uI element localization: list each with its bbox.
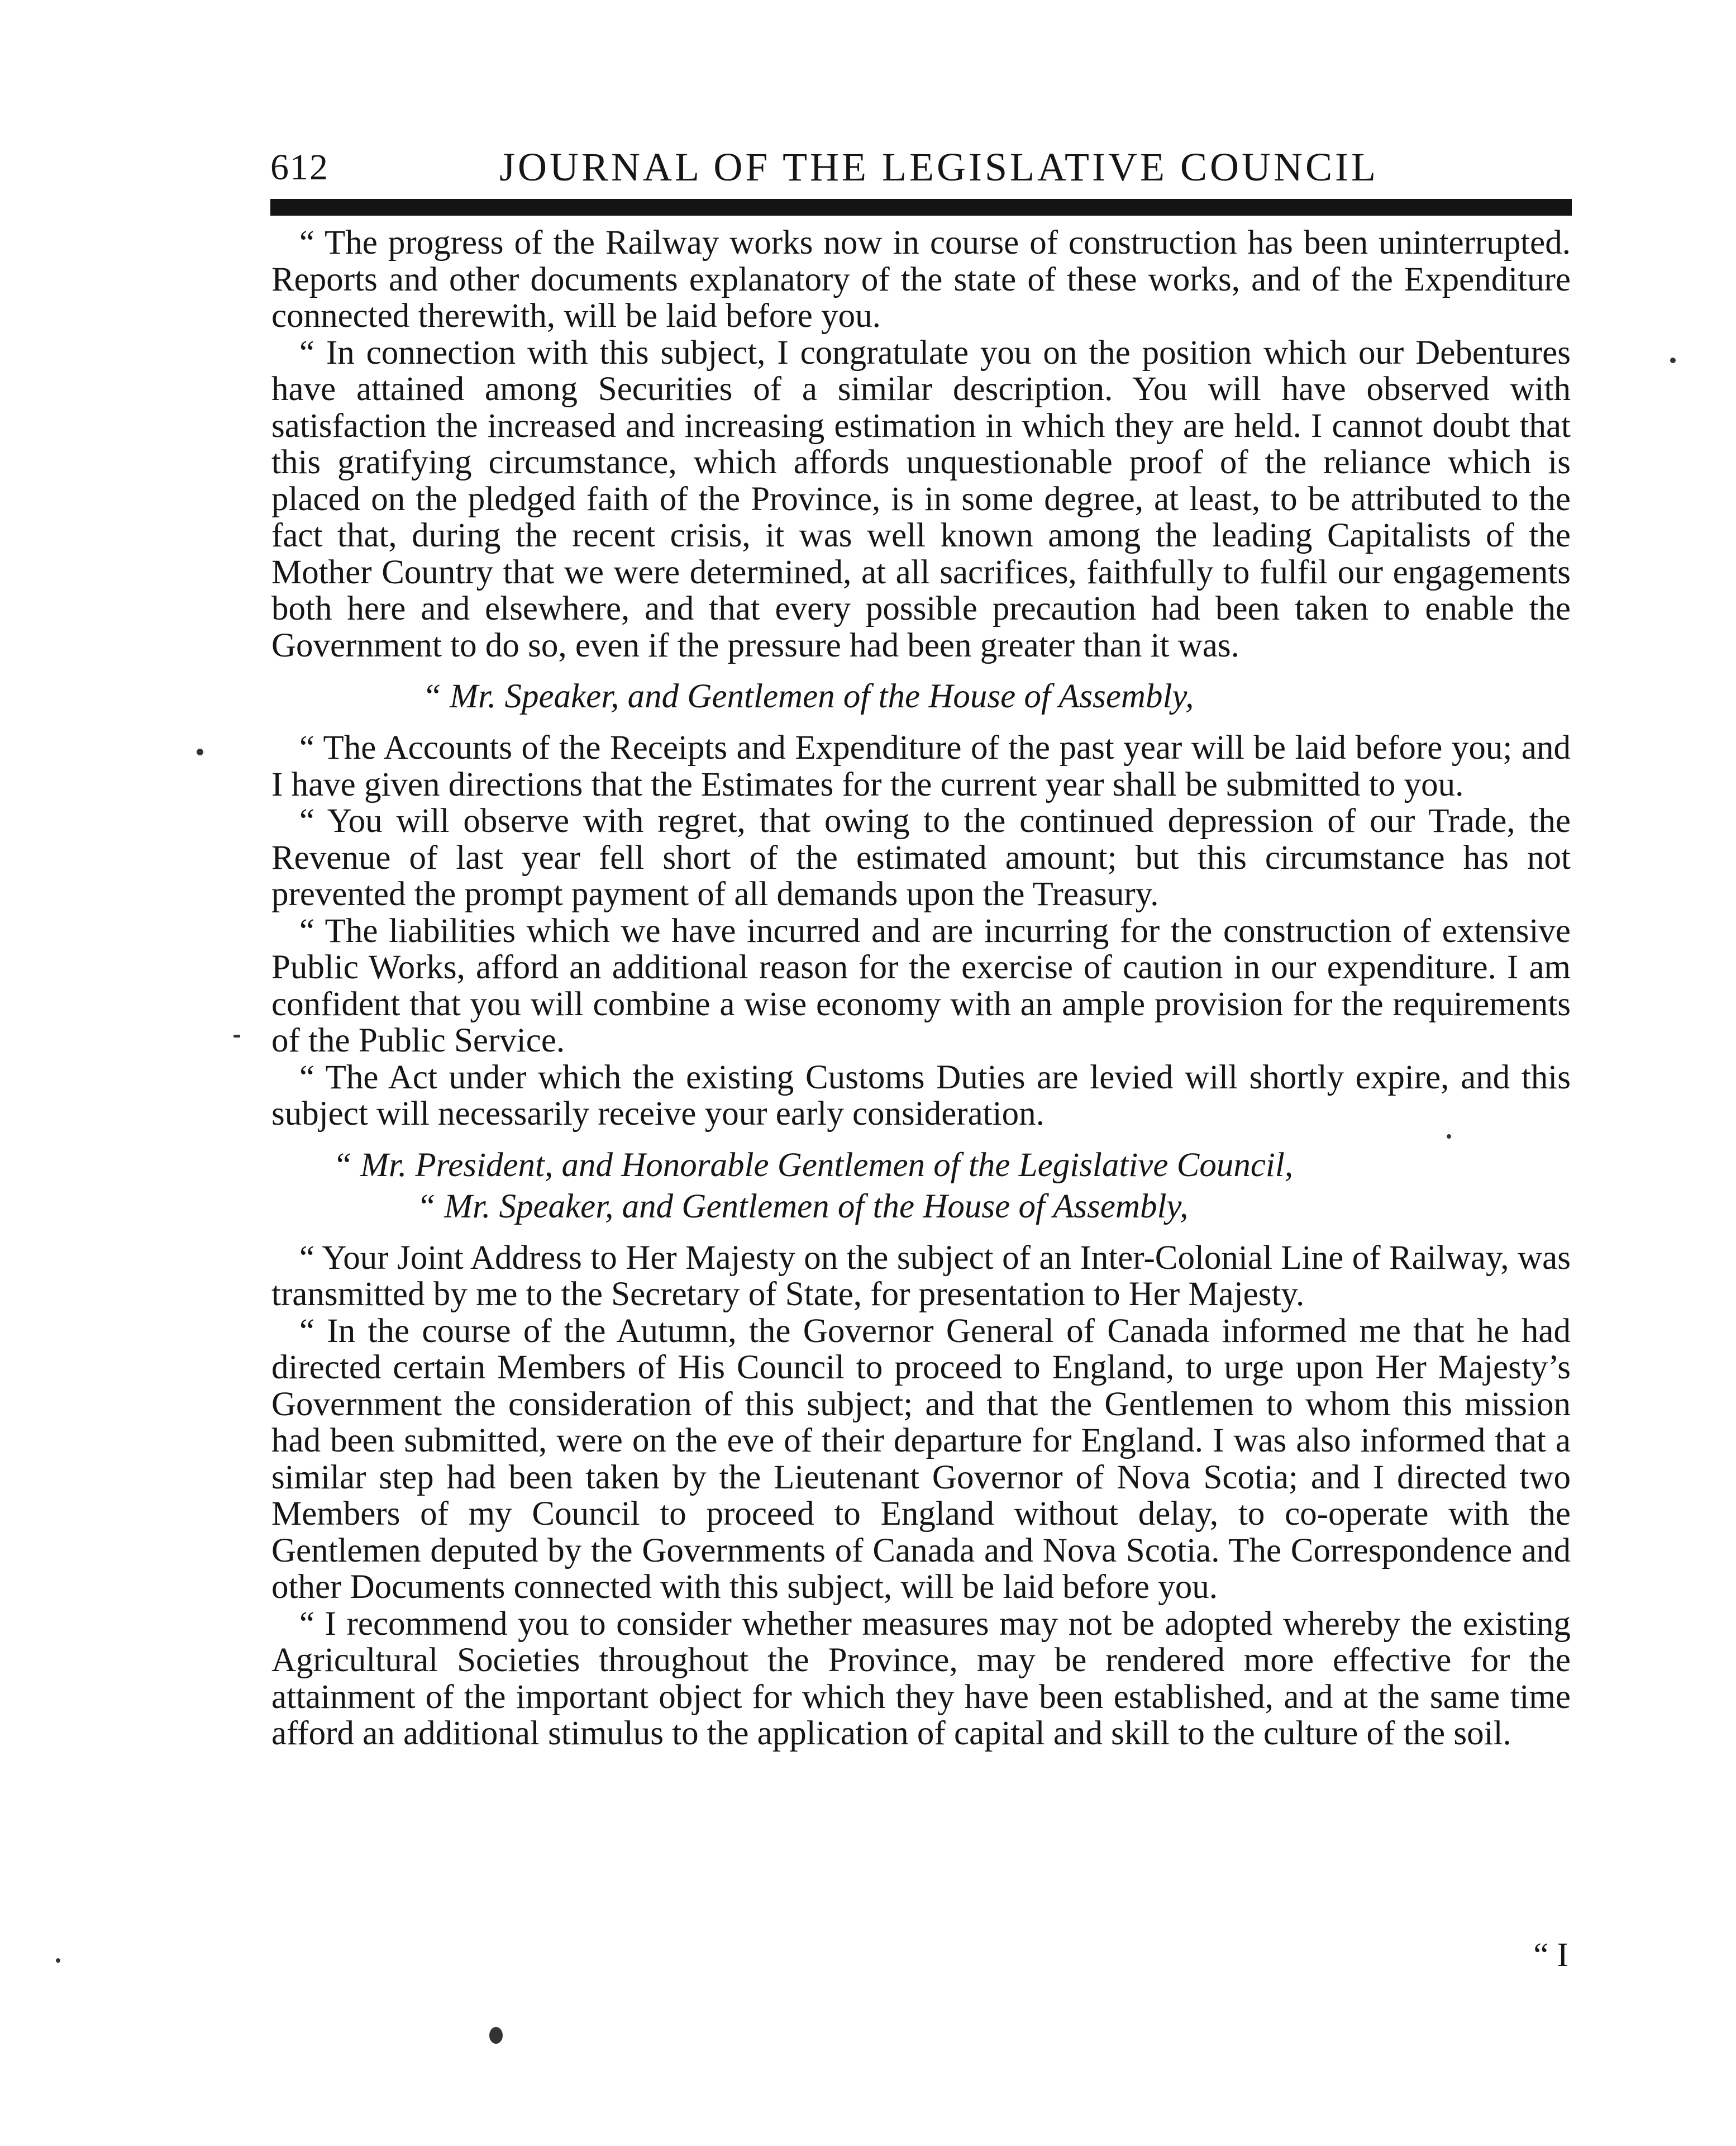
address-house-of-assembly-2: “ Mr. Speaker, and Gentlemen of the House of Assembly, <box>417 1187 1189 1225</box>
scan-speck <box>489 2027 503 2044</box>
paragraph-agricultural-societies: “ I recommend you to consider whether measures may not be adopted whereby the existing Agricultural Societies throughout the Province, may be rendered more effective for the attainment of the important object for which they have been established, and at the same time afford an additional stimulus to the application of capital and skill to the culture of the soil. <box>271 1605 1571 1752</box>
paragraph-debentures: “ In connection with this subject, I congratulate you on the position which our Debentures have attained among Securities of a similar description. You will have observed with satisfaction the increased and increasing estimation in which they are held. I cannot doubt that this gratifying circumstance, which affords unquestionable proof of the reliance which is placed on the pledged faith of the Province, is in some degree, at least, to be attributed to the fact that, during the recent crisis, it was well known among the leading Capitalists of the Mother Country that we were determined, at all sacrifices, faithfully to fulfil our engagements both here and elsewhere, and that every possible precaution had been taken to enable the Government to do so, even if the pressure had been greater than it was. <box>271 334 1571 664</box>
page-body <box>271 225 1571 1752</box>
catchword: “ I <box>1533 1936 1568 1974</box>
scan-speck <box>56 1958 60 1963</box>
scan-speck <box>197 749 203 755</box>
paragraph-joint-address: “ Your Joint Address to Her Majesty on the subject of an Inter-Colonial Line of Railway, was transmitted by me to the Secretary of State, for presentation to Her Majesty. <box>271 1239 1571 1313</box>
running-title: JOURNAL OF THE LEGISLATIVE COUNCIL <box>499 145 1379 189</box>
scan-speck <box>233 1035 240 1038</box>
address-legislative-council: “ Mr. President, and Honorable Gentlemen of the Legislative Council, <box>333 1146 1294 1184</box>
page-header <box>270 144 1572 194</box>
paragraph-governor-general: “ In the course of the Autumn, the Governor General of Canada informed me that he had directed certain Members of His Council to proceed to England, to urge upon Her Majesty’s Government the consideration of this subject; and that the Gentlemen to whom this mission had been submitted, were on the eve of their departure for England. I was also informed that a similar step had been taken by the Lieutenant Governor of Nova Scotia; and I directed two Members of my Council to proceed to England without delay, to co-operate with the Gentlemen deputed by the Governments of Canada and Nova Scotia. The Correspondence and other Documents connected with this subject, will be laid before you. <box>271 1312 1571 1606</box>
address-house-of-assembly: “ Mr. Speaker, and Gentlemen of the House of Assembly, <box>422 678 1194 715</box>
header-rule <box>270 199 1572 216</box>
scan-speck <box>1447 1134 1451 1139</box>
paragraph-customs-act: “ The Act under which the existing Customs Duties are levied will shortly expire, and this subject will necessarily receive your early consideration. <box>271 1058 1571 1133</box>
scan-speck <box>1670 358 1676 363</box>
paragraph-railway-progress: “ The progress of the Railway works now in course of construction has been uninterrupted. Reports and other documents explanatory of the state of these works, and of the Expenditure connected therewith, will be laid before you. <box>271 224 1571 335</box>
paragraph-liabilities: “ The liabilities which we have incurred and are incurring for the construction of extensive Public Works, afford an additional reason for the exercise of caution in our expenditure. I am confident that you will combine a wise economy with an ample provision for the requirements of the Public Service. <box>271 912 1571 1059</box>
paragraph-revenue: “ You will observe with regret, that owing to the continued depression of our Trade, the Revenue of last year fell short of the estimated amount; but this circumstance has not prevented the prompt payment of all demands upon the Treasury. <box>271 802 1571 913</box>
paragraph-accounts: “ The Accounts of the Receipts and Expenditure of the past year will be laid before you; and I have given directions that the Estimates for the current year shall be submitted to you. <box>271 729 1571 803</box>
page-number: 612 <box>270 147 329 188</box>
